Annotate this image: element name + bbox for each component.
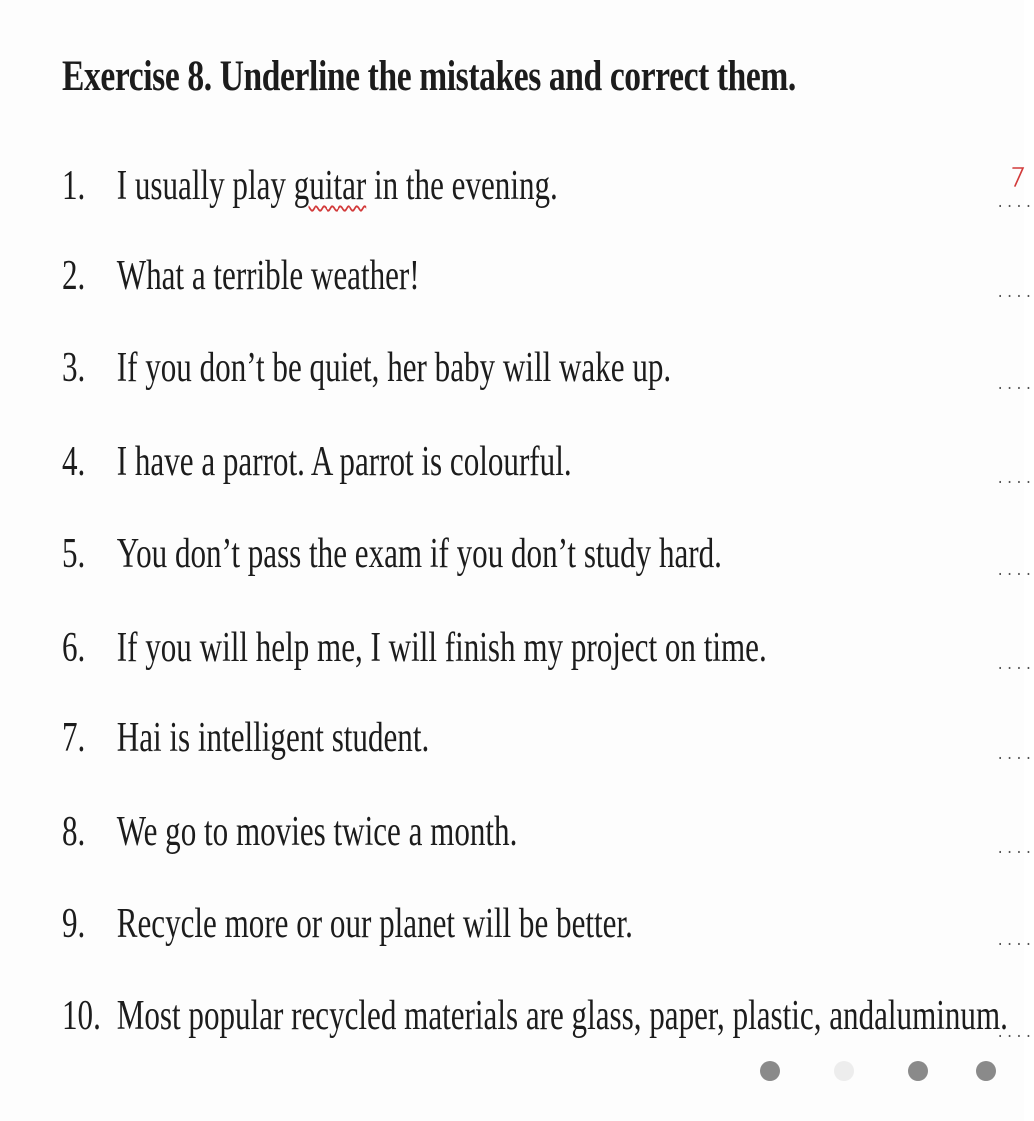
- answer-line[interactable]: ....: [996, 842, 1034, 858]
- underlined-mistake: guitar: [293, 163, 367, 209]
- answer-line[interactable]: ....: [996, 378, 1034, 394]
- item-number: 9.: [62, 901, 86, 947]
- answer-line[interactable]: ....: [996, 564, 1034, 580]
- pager-dot-active[interactable]: [834, 1061, 854, 1081]
- item-text: If you will help me, I will finish my project on time.: [116, 625, 767, 671]
- item-text: What a terrible weather!: [116, 253, 420, 299]
- list-item: [62, 806, 950, 858]
- item-number: 4.: [62, 439, 86, 485]
- list-item: [62, 436, 950, 488]
- item-text: We go to movies twice a month.: [116, 809, 518, 855]
- list-item: [62, 898, 950, 950]
- item-number: 3.: [62, 345, 86, 391]
- item-number: 5.: [62, 531, 86, 577]
- page-indicator: [760, 1061, 1010, 1083]
- item-number: 7.: [62, 715, 86, 761]
- item-text: Most popular recycled materials are glass, paper, plastic, andaluminum.: [116, 993, 1008, 1039]
- answer-line[interactable]: ....: [996, 1026, 1034, 1042]
- item-number: 1.: [62, 163, 86, 209]
- item-number: 8.: [62, 809, 86, 855]
- item-number: 10.: [62, 993, 101, 1039]
- pager-dot[interactable]: [976, 1061, 996, 1081]
- answer-line[interactable]: ....: [996, 286, 1034, 302]
- list-item: [62, 250, 950, 302]
- answer-line[interactable]: ....: [996, 472, 1034, 488]
- item-number: 2.: [62, 253, 86, 299]
- list-item: [62, 712, 950, 764]
- answer-line[interactable]: ....: [996, 934, 1034, 950]
- item-text: You don’t pass the exam if you don’t study hard.: [116, 531, 722, 577]
- answer-line[interactable]: ....: [996, 658, 1034, 674]
- item-text: I have a parrot. A parrot is colourful.: [116, 439, 572, 485]
- red-annotation-mark: [1011, 166, 1024, 188]
- list-item: [62, 622, 950, 674]
- answer-line[interactable]: ....: [996, 748, 1034, 764]
- item-text-before: I usually play: [116, 163, 294, 209]
- item-text: If you don’t be quiet, her baby will wake up.: [116, 345, 672, 391]
- list-item: [62, 528, 950, 580]
- answer-line[interactable]: ....: [996, 196, 1034, 212]
- list-item: [62, 342, 950, 394]
- item-text-after: in the evening.: [366, 163, 558, 209]
- item-text: Hai is intelligent student.: [116, 715, 430, 761]
- pager-dot[interactable]: [760, 1061, 780, 1081]
- item-number: 6.: [62, 625, 86, 671]
- item-text: Recycle more or our planet will be better.: [116, 901, 633, 947]
- pager-dot[interactable]: [908, 1061, 928, 1081]
- exercise-title: Exercise 8. Underline the mistakes and correct them.: [62, 53, 796, 100]
- list-item: [62, 990, 1008, 1042]
- list-item: [62, 160, 950, 212]
